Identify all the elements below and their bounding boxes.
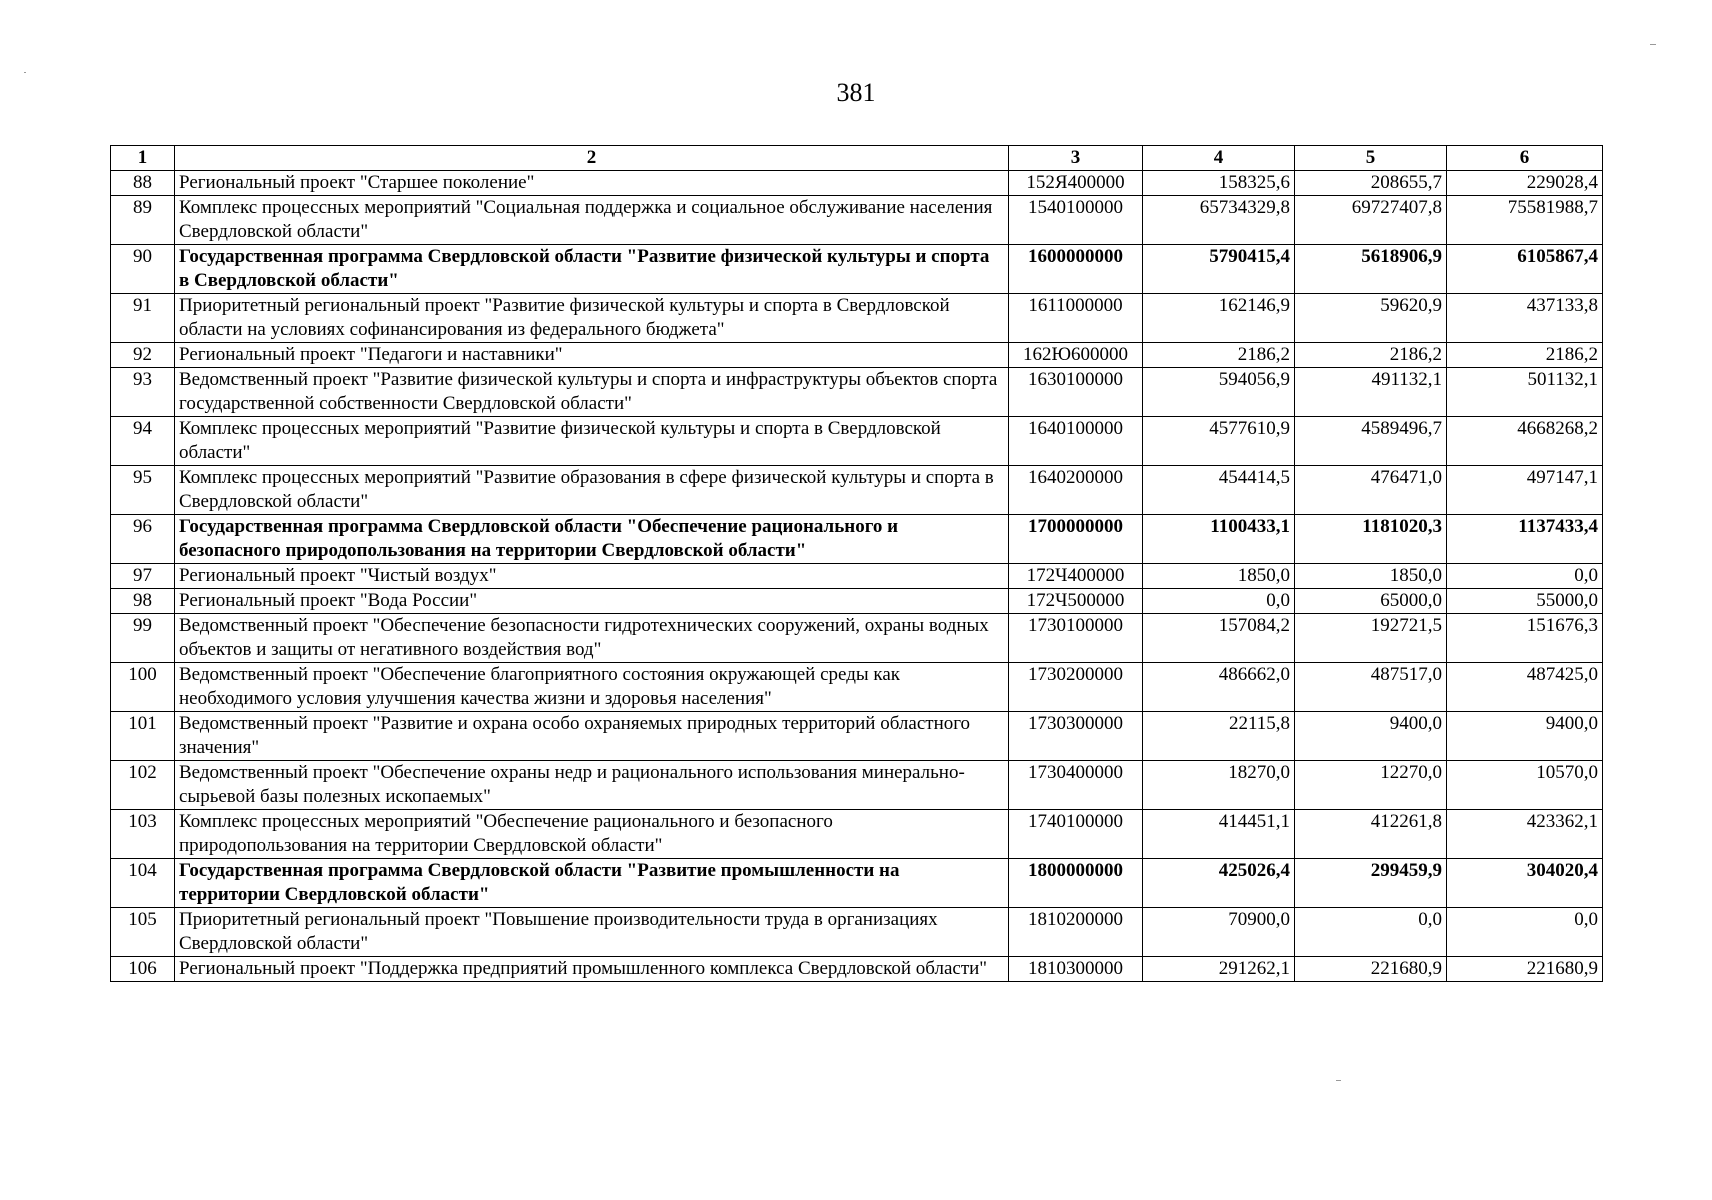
row-number: 92 — [111, 343, 175, 368]
row-value-col5: 69727407,8 — [1295, 196, 1447, 245]
row-code: 172Ч500000 — [1009, 589, 1143, 614]
row-number: 104 — [111, 859, 175, 908]
row-value-col5: 299459,9 — [1295, 859, 1447, 908]
row-number: 91 — [111, 294, 175, 343]
row-value-col5: 9400,0 — [1295, 712, 1447, 761]
row-name: Ведомственный проект "Обеспечение благоприятного состояния окружающей среды как необходимого условия улучшения качества жизни и здоровья населения" — [175, 663, 1009, 712]
scan-mark — [1650, 44, 1656, 45]
row-name: Государственная программа Свердловской области "Развитие промышленности на территории Свердловской области" — [175, 859, 1009, 908]
row-value-col4: 5790415,4 — [1143, 245, 1295, 294]
row-name: Ведомственный проект "Обеспечение охраны недр и рационального использования минерально-сырьевой базы полезных ископаемых" — [175, 761, 1009, 810]
table-row — [111, 196, 1603, 245]
row-name: Региональный проект "Старшее поколение" — [175, 171, 1009, 196]
row-number: 95 — [111, 466, 175, 515]
row-name: Ведомственный проект "Развитие и охрана особо охраняемых природных территорий областного значения" — [175, 712, 1009, 761]
row-value-col5: 12270,0 — [1295, 761, 1447, 810]
table-header — [111, 146, 1603, 171]
row-name: Государственная программа Свердловской области "Обеспечение рационального и безопасного природопользования на территории Свердловской области" — [175, 515, 1009, 564]
table-row — [111, 614, 1603, 663]
row-value-col4: 158325,6 — [1143, 171, 1295, 196]
row-value-col4: 162146,9 — [1143, 294, 1295, 343]
column-header-4: 4 — [1143, 146, 1295, 171]
row-number: 105 — [111, 908, 175, 957]
row-code: 1540100000 — [1009, 196, 1143, 245]
row-value-col6: 10570,0 — [1447, 761, 1603, 810]
row-value-col4: 22115,8 — [1143, 712, 1295, 761]
row-code: 1611000000 — [1009, 294, 1143, 343]
table-row — [111, 343, 1603, 368]
row-number: 97 — [111, 564, 175, 589]
budget-table — [110, 145, 1603, 982]
row-name: Комплекс процессных мероприятий "Обеспечение рационального и безопасного природопользования на территории Свердловской области" — [175, 810, 1009, 859]
row-name: Комплекс процессных мероприятий "Развитие образования в сфере физической культуры и спорта в Свердловской области" — [175, 466, 1009, 515]
row-code: 1700000000 — [1009, 515, 1143, 564]
row-value-col5: 1181020,3 — [1295, 515, 1447, 564]
row-value-col4: 486662,0 — [1143, 663, 1295, 712]
column-header-6: 6 — [1447, 146, 1603, 171]
row-number: 90 — [111, 245, 175, 294]
table-row — [111, 589, 1603, 614]
row-value-col4: 425026,4 — [1143, 859, 1295, 908]
table-row — [111, 245, 1603, 294]
row-code: 152Я400000 — [1009, 171, 1143, 196]
row-value-col6: 487425,0 — [1447, 663, 1603, 712]
row-value-col4: 70900,0 — [1143, 908, 1295, 957]
row-value-col5: 221680,9 — [1295, 957, 1447, 982]
row-name: Государственная программа Свердловской области "Развитие физической культуры и спорта в Свердловской области" — [175, 245, 1009, 294]
row-name: Региональный проект "Чистый воздух" — [175, 564, 1009, 589]
scan-dot — [24, 72, 26, 73]
row-value-col6: 4668268,2 — [1447, 417, 1603, 466]
row-number: 106 — [111, 957, 175, 982]
row-number: 96 — [111, 515, 175, 564]
row-value-col6: 2186,2 — [1447, 343, 1603, 368]
table-row — [111, 515, 1603, 564]
row-value-col5: 476471,0 — [1295, 466, 1447, 515]
row-value-col6: 0,0 — [1447, 908, 1603, 957]
table-row — [111, 466, 1603, 515]
row-value-col6: 229028,4 — [1447, 171, 1603, 196]
row-value-col6: 221680,9 — [1447, 957, 1603, 982]
row-name: Комплекс процессных мероприятий "Развитие физической культуры и спорта в Свердловской области" — [175, 417, 1009, 466]
row-code: 172Ч400000 — [1009, 564, 1143, 589]
row-code: 1640100000 — [1009, 417, 1143, 466]
row-name: Комплекс процессных мероприятий "Социальная поддержка и социальное обслуживание населения Свердловской области" — [175, 196, 1009, 245]
row-value-col6: 423362,1 — [1447, 810, 1603, 859]
row-value-col5: 1850,0 — [1295, 564, 1447, 589]
row-code: 1740100000 — [1009, 810, 1143, 859]
row-value-col4: 1850,0 — [1143, 564, 1295, 589]
row-code: 1630100000 — [1009, 368, 1143, 417]
table-row — [111, 171, 1603, 196]
scan-dot — [1336, 1080, 1341, 1081]
row-value-col6: 1137433,4 — [1447, 515, 1603, 564]
row-name: Приоритетный региональный проект "Повышение производительности труда в организациях Свердловской области" — [175, 908, 1009, 957]
row-value-col4: 157084,2 — [1143, 614, 1295, 663]
row-code: 1600000000 — [1009, 245, 1143, 294]
table-row — [111, 957, 1603, 982]
column-header-3: 3 — [1009, 146, 1143, 171]
row-code: 1800000000 — [1009, 859, 1143, 908]
row-value-col5: 208655,7 — [1295, 171, 1447, 196]
row-value-col5: 5618906,9 — [1295, 245, 1447, 294]
row-value-col4: 65734329,8 — [1143, 196, 1295, 245]
row-name: Ведомственный проект "Развитие физической культуры и спорта и инфраструктуры объектов спорта государственной собственности Свердловской области" — [175, 368, 1009, 417]
column-header-5: 5 — [1295, 146, 1447, 171]
row-value-col6: 497147,1 — [1447, 466, 1603, 515]
table-row — [111, 417, 1603, 466]
row-value-col4: 414451,1 — [1143, 810, 1295, 859]
row-number: 102 — [111, 761, 175, 810]
row-code: 1810200000 — [1009, 908, 1143, 957]
row-value-col4: 1100433,1 — [1143, 515, 1295, 564]
table-row — [111, 294, 1603, 343]
row-value-col6: 0,0 — [1447, 564, 1603, 589]
row-value-col6: 6105867,4 — [1447, 245, 1603, 294]
row-value-col5: 487517,0 — [1295, 663, 1447, 712]
page-number: 381 — [836, 78, 876, 107]
row-value-col4: 291262,1 — [1143, 957, 1295, 982]
row-code: 1810300000 — [1009, 957, 1143, 982]
row-value-col6: 55000,0 — [1447, 589, 1603, 614]
table-body — [111, 171, 1603, 982]
row-name: Региональный проект "Вода России" — [175, 589, 1009, 614]
row-name: Региональный проект "Педагоги и наставники" — [175, 343, 1009, 368]
row-code: 1730300000 — [1009, 712, 1143, 761]
row-number: 98 — [111, 589, 175, 614]
table-row — [111, 564, 1603, 589]
row-value-col6: 501132,1 — [1447, 368, 1603, 417]
row-value-col6: 75581988,7 — [1447, 196, 1603, 245]
row-name: Региональный проект "Поддержка предприятий промышленного комплекса Свердловской области" — [175, 957, 1009, 982]
row-number: 89 — [111, 196, 175, 245]
row-value-col4: 0,0 — [1143, 589, 1295, 614]
table-row — [111, 663, 1603, 712]
row-name: Ведомственный проект "Обеспечение безопасности гидротехнических сооружений, охраны водных объектов и защиты от негативного воздействия вод" — [175, 614, 1009, 663]
table-row — [111, 761, 1603, 810]
row-value-col6: 437133,8 — [1447, 294, 1603, 343]
row-value-col6: 9400,0 — [1447, 712, 1603, 761]
row-number: 93 — [111, 368, 175, 417]
table-row — [111, 859, 1603, 908]
column-header-2: 2 — [175, 146, 1009, 171]
table-row — [111, 368, 1603, 417]
row-code: 1730400000 — [1009, 761, 1143, 810]
table-row — [111, 810, 1603, 859]
row-number: 99 — [111, 614, 175, 663]
row-value-col5: 65000,0 — [1295, 589, 1447, 614]
row-code: 1730200000 — [1009, 663, 1143, 712]
header-row — [111, 146, 1603, 171]
row-code: 162Ю600000 — [1009, 343, 1143, 368]
row-value-col4: 454414,5 — [1143, 466, 1295, 515]
row-value-col5: 4589496,7 — [1295, 417, 1447, 466]
row-number: 94 — [111, 417, 175, 466]
row-code: 1640200000 — [1009, 466, 1143, 515]
row-number: 88 — [111, 171, 175, 196]
table-row — [111, 712, 1603, 761]
row-number: 103 — [111, 810, 175, 859]
row-value-col4: 4577610,9 — [1143, 417, 1295, 466]
row-number: 100 — [111, 663, 175, 712]
row-value-col5: 491132,1 — [1295, 368, 1447, 417]
row-value-col5: 412261,8 — [1295, 810, 1447, 859]
column-header-1: 1 — [111, 146, 175, 171]
row-name: Приоритетный региональный проект "Развитие физической культуры и спорта в Свердловской области на условиях софинансирования из федерального бюджета" — [175, 294, 1009, 343]
row-value-col6: 151676,3 — [1447, 614, 1603, 663]
row-number: 101 — [111, 712, 175, 761]
row-value-col4: 2186,2 — [1143, 343, 1295, 368]
row-value-col4: 18270,0 — [1143, 761, 1295, 810]
row-value-col5: 0,0 — [1295, 908, 1447, 957]
row-value-col5: 192721,5 — [1295, 614, 1447, 663]
row-value-col6: 304020,4 — [1447, 859, 1603, 908]
row-code: 1730100000 — [1009, 614, 1143, 663]
row-value-col5: 2186,2 — [1295, 343, 1447, 368]
row-value-col4: 594056,9 — [1143, 368, 1295, 417]
row-value-col5: 59620,9 — [1295, 294, 1447, 343]
table-row — [111, 908, 1603, 957]
